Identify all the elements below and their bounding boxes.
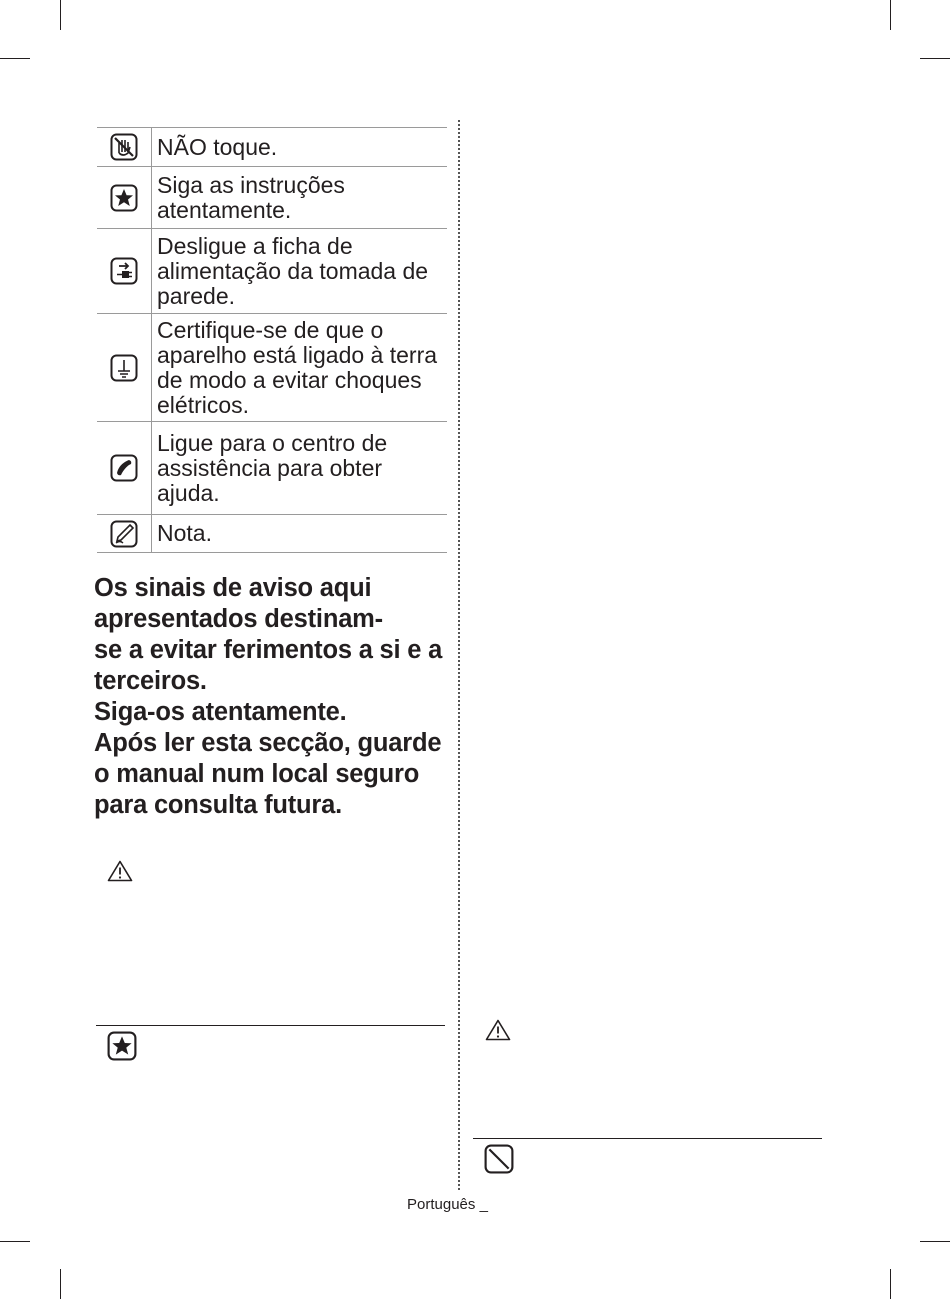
warning-triangle-icon bbox=[485, 1019, 511, 1041]
prohibited-icon bbox=[484, 1144, 514, 1174]
table-row bbox=[97, 314, 447, 422]
warning-line: Após ler esta secção, guarde bbox=[94, 729, 442, 757]
page-footer bbox=[407, 1196, 488, 1213]
table-row bbox=[97, 128, 447, 167]
warning-line: apresentados destinam- bbox=[94, 605, 383, 633]
table-row bbox=[97, 422, 447, 515]
crop-mark bbox=[890, 1269, 891, 1299]
warning-line: se a evitar ferimentos a si e a bbox=[94, 636, 443, 664]
warning-line: Siga-os atentamente. bbox=[94, 698, 347, 726]
star-instruction-icon bbox=[110, 184, 138, 212]
symbol-description: Ligue para o centro de assistência para obter ajuda. bbox=[152, 422, 448, 515]
crop-mark bbox=[920, 1241, 950, 1242]
symbol-description: Nota. bbox=[152, 515, 448, 553]
phone-icon bbox=[110, 454, 138, 482]
table-row bbox=[97, 229, 447, 314]
symbol-description: Desligue a ficha de alimentação da tomada de parede. bbox=[152, 229, 448, 314]
symbol-description: Siga as instruções atentamente. bbox=[152, 167, 448, 229]
symbol-description: NÃO toque. bbox=[152, 128, 448, 167]
warning-intro-text bbox=[94, 573, 454, 821]
footer-separator: _ bbox=[479, 1196, 488, 1213]
column-divider bbox=[458, 120, 460, 1190]
hand-no-touch-icon bbox=[110, 133, 138, 161]
warning-triangle-icon bbox=[107, 860, 133, 882]
symbol-description: Certifique-se de que o aparelho está ligado à terra de modo a evitar choques elétricos. bbox=[152, 314, 448, 422]
warning-line: Os sinais de aviso aqui bbox=[94, 574, 372, 602]
ground-icon bbox=[110, 354, 138, 382]
crop-mark bbox=[920, 58, 950, 59]
section-rule bbox=[96, 1025, 445, 1026]
crop-mark bbox=[0, 1241, 30, 1242]
note-pencil-icon bbox=[110, 520, 138, 548]
section-rule bbox=[473, 1138, 822, 1139]
crop-mark bbox=[890, 0, 891, 30]
crop-mark bbox=[60, 1269, 61, 1299]
crop-mark bbox=[60, 0, 61, 30]
unplug-icon bbox=[110, 257, 138, 285]
footer-language: Português bbox=[407, 1196, 476, 1213]
warning-line: terceiros. bbox=[94, 667, 207, 695]
table-row bbox=[97, 515, 447, 553]
table-row bbox=[97, 167, 447, 229]
warning-line: o manual num local seguro bbox=[94, 760, 420, 788]
star-instruction-icon bbox=[107, 1031, 137, 1061]
symbol-legend-table bbox=[97, 127, 447, 553]
crop-mark bbox=[0, 58, 30, 59]
warning-line: para consulta futura. bbox=[94, 791, 343, 819]
